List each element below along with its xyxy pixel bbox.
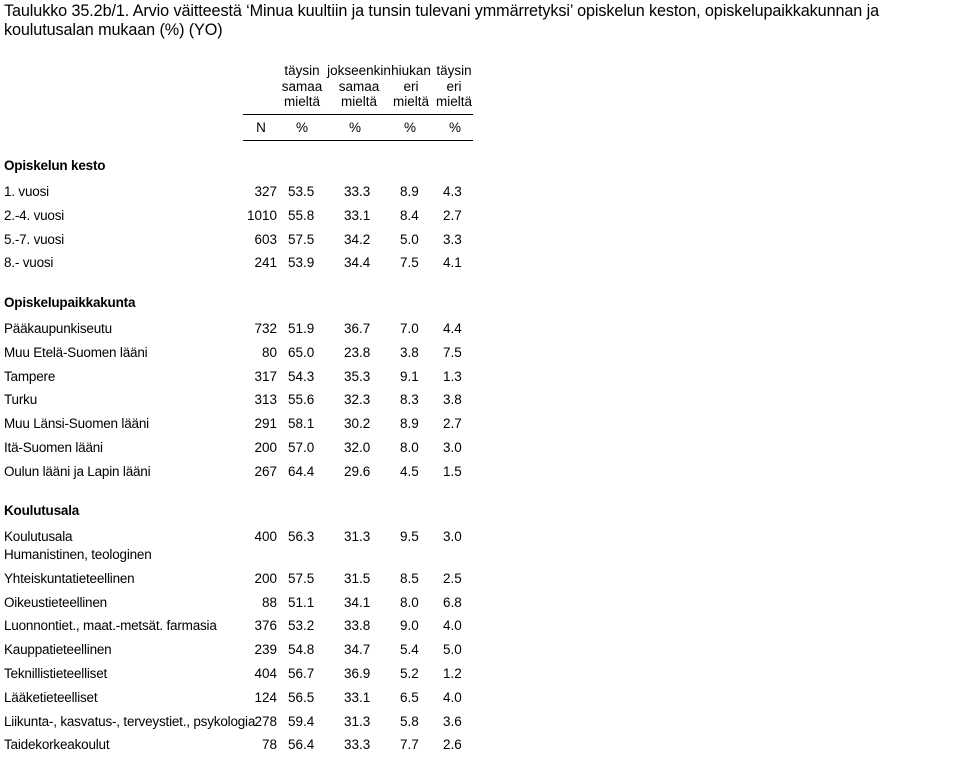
table-row [0,208,480,228]
cell-fully-disagree: 3.0 [443,440,462,455]
cell-somewhat-agree: 36.9 [344,666,371,681]
row-n: 241 [254,255,277,271]
cell-slightly-disagree: 8.0 [400,440,419,455]
section-heading: Opiskelun kesto [4,158,106,173]
pct-header-3: % [403,120,416,135]
row-label: Luonnontiet., maat.-metsät. farmasia [4,618,217,634]
cell-somewhat-agree: 33.3 [344,184,371,199]
row-label: Tampere [4,368,56,384]
row-n: 78 [261,737,277,753]
table-row [0,666,480,686]
cell-fully-agree: 65.0 [288,344,315,360]
row-label: Yhteiskuntatieteellinen [4,570,135,586]
cell-fully-agree: 56.3 [288,529,315,544]
cell-slightly-disagree: 9.0 [400,618,419,634]
cell-somewhat-agree: 23.8 [344,344,371,360]
cell-somewhat-agree: 32.0 [344,440,371,455]
row-n: 80 [261,344,277,360]
cell-fully-disagree: 4.0 [443,689,462,705]
cell-somewhat-agree: 31.3 [344,713,371,729]
table-row [0,642,480,662]
row-label: Liikunta-, kasvatus-, terveystiet., psykologia [4,713,256,729]
cell-fully-disagree: 5.0 [443,642,462,658]
table-row [0,184,480,204]
cell-fully-disagree: 3.3 [443,231,462,247]
table-row [0,464,480,484]
table-row [0,690,480,710]
cell-somewhat-agree: 33.8 [344,618,371,634]
row-label: 5.-7. vuosi [4,231,65,247]
cell-slightly-disagree: 8.5 [400,570,419,586]
cell-fully-disagree: 3.6 [443,713,462,729]
cell-slightly-disagree: 5.4 [400,642,419,658]
cell-fully-agree: 56.5 [288,689,315,705]
row-n: 278 [254,713,277,729]
table-title: Taulukko 35.2b/1. Arvio väitteestä ‘Minua kuultiin ja tunsin tulevani ymmärretyksi’ opiskelun keston, opiskelupaikkakunnan ja koulutusalan mukaan (%) (YO) [4,2,879,39]
row-n: 200 [254,440,277,455]
cell-fully-disagree: 2.7 [443,416,462,432]
cell-fully-agree: 54.8 [288,642,315,658]
cell-slightly-disagree: 9.1 [400,368,419,384]
cell-fully-agree: 55.8 [288,207,315,223]
row-n: 317 [254,368,277,384]
cell-somewhat-agree: 33.3 [344,737,371,753]
cell-fully-disagree: 3.0 [443,529,462,544]
cell-somewhat-agree: 35.3 [344,368,371,384]
cell-slightly-disagree: 8.9 [400,416,419,432]
table-row [0,345,480,365]
cell-fully-disagree: 2.5 [443,570,462,586]
cell-somewhat-agree: 34.4 [344,255,371,271]
cell-somewhat-agree: 29.6 [344,463,371,479]
cell-fully-disagree: 1.2 [443,666,462,681]
pct-header-2: % [348,120,361,135]
cell-slightly-disagree: 5.8 [400,713,419,729]
table-row [0,232,480,252]
cell-fully-agree: 54.3 [288,368,315,384]
cell-fully-agree: 58.1 [288,416,315,432]
col-header-somewhat-agree: jokseenkin samaa mieltä [327,63,391,109]
cell-fully-agree: 57.5 [288,570,315,586]
n-header: N [256,120,266,135]
cell-somewhat-agree: 33.1 [344,689,371,705]
row-n: 88 [261,594,277,610]
table-row [0,321,480,341]
row-n: 400 [254,529,277,544]
row-n: 124 [254,689,277,705]
cell-fully-disagree: 1.5 [443,463,462,479]
cell-fully-agree: 53.9 [288,255,315,271]
table-row [0,440,480,460]
table-row [0,595,480,615]
cell-slightly-disagree: 8.9 [400,184,419,199]
header-bottom-rule [243,140,473,141]
cell-somewhat-agree: 31.3 [344,529,371,544]
row-label: Lääketieteelliset [4,689,98,705]
cell-fully-agree: 64.4 [288,463,315,479]
table-row [0,416,480,436]
cell-slightly-disagree: 5.0 [400,231,419,247]
cell-fully-agree: 56.7 [288,666,315,681]
row-label: 1. vuosi [4,184,49,199]
cell-fully-agree: 57.0 [288,440,315,455]
row-label: Turku [4,392,38,408]
cell-fully-agree: 53.5 [288,184,315,199]
cell-fully-agree: 51.1 [288,594,315,610]
col-header-fully-agree: täysin samaa mieltä [281,63,323,109]
table-row [0,714,480,734]
cell-somewhat-agree: 32.3 [344,392,371,408]
cell-fully-disagree: 1.3 [443,368,462,384]
cell-slightly-disagree: 3.8 [400,344,419,360]
cell-slightly-disagree: 7.0 [400,321,419,336]
cell-somewhat-agree: 30.2 [344,416,371,432]
row-label: Muu Länsi-Suomen lääni [4,416,149,432]
row-label-continued: Humanistinen, teologinen [4,547,152,562]
row-label: Muu Etelä-Suomen lääni [4,344,148,360]
table-row [0,571,480,591]
cell-fully-disagree: 7.5 [443,344,462,360]
cell-slightly-disagree: 8.0 [400,594,419,610]
row-label: Teknillistieteelliset [4,666,108,681]
row-n: 376 [254,618,277,634]
col-header-fully-disagree: täysin eri mieltä [435,63,472,109]
row-label: Oikeustieteellinen [4,594,107,610]
cell-fully-disagree: 3.8 [443,392,462,408]
cell-fully-disagree: 4.3 [443,184,462,199]
cell-somewhat-agree: 34.7 [344,642,371,658]
cell-slightly-disagree: 8.4 [400,207,419,223]
section-heading: Opiskelupaikkakunta [4,295,136,310]
row-n: 404 [254,666,277,681]
row-label: 2.-4. vuosi [4,207,65,223]
cell-somewhat-agree: 34.1 [344,594,371,610]
row-label: Koulutusala [4,529,73,544]
cell-somewhat-agree: 36.7 [344,321,371,336]
cell-fully-agree: 59.4 [288,713,315,729]
header-rule [243,114,473,115]
row-label: Itä-Suomen lääni [4,440,103,455]
row-label: 8.- vuosi [4,255,54,271]
cell-fully-disagree: 2.7 [443,207,462,223]
table-row [0,255,480,275]
row-n: 603 [254,231,277,247]
section-heading: Koulutusala [4,503,80,518]
cell-slightly-disagree: 7.5 [400,255,419,271]
row-n: 239 [254,642,277,658]
table-row [0,618,480,638]
cell-somewhat-agree: 31.5 [344,570,371,586]
row-n: 267 [254,463,277,479]
cell-slightly-disagree: 4.5 [400,463,419,479]
cell-slightly-disagree: 7.7 [400,737,419,753]
col-header-slightly-disagree: hiukan eri mieltä [391,63,431,109]
cell-fully-disagree: 2.6 [443,737,462,753]
cell-slightly-disagree: 6.5 [400,689,419,705]
table-row [0,529,480,562]
cell-fully-agree: 55.6 [288,392,315,408]
row-n: 200 [254,570,277,586]
row-n: 1010 [246,207,277,223]
row-n: 732 [254,321,277,336]
cell-fully-agree: 57.5 [288,231,315,247]
cell-fully-disagree: 4.1 [443,255,462,271]
row-label: Kauppatieteellinen [4,642,112,658]
pct-header-4: % [448,120,461,135]
pct-header-1: % [295,120,308,135]
row-label: Taidekorkeakoulut [4,737,110,753]
row-n: 291 [254,416,277,432]
table-row [0,737,480,757]
row-n: 313 [254,392,277,408]
table-row [0,392,480,412]
cell-somewhat-agree: 33.1 [344,207,371,223]
cell-somewhat-agree: 34.2 [344,231,371,247]
table-row [0,369,480,389]
cell-slightly-disagree: 9.5 [400,529,419,544]
cell-fully-disagree: 4.4 [443,321,462,336]
row-label: Oulun lääni ja Lapin lääni [4,463,151,479]
cell-fully-agree: 51.9 [288,321,315,336]
cell-fully-agree: 56.4 [288,737,315,753]
cell-slightly-disagree: 5.2 [400,666,419,681]
cell-fully-disagree: 6.8 [443,594,462,610]
row-label: Pääkaupunkiseutu [4,321,112,336]
cell-slightly-disagree: 8.3 [400,392,419,408]
cell-fully-agree: 53.2 [288,618,315,634]
cell-fully-disagree: 4.0 [443,618,462,634]
row-n: 327 [254,184,277,199]
